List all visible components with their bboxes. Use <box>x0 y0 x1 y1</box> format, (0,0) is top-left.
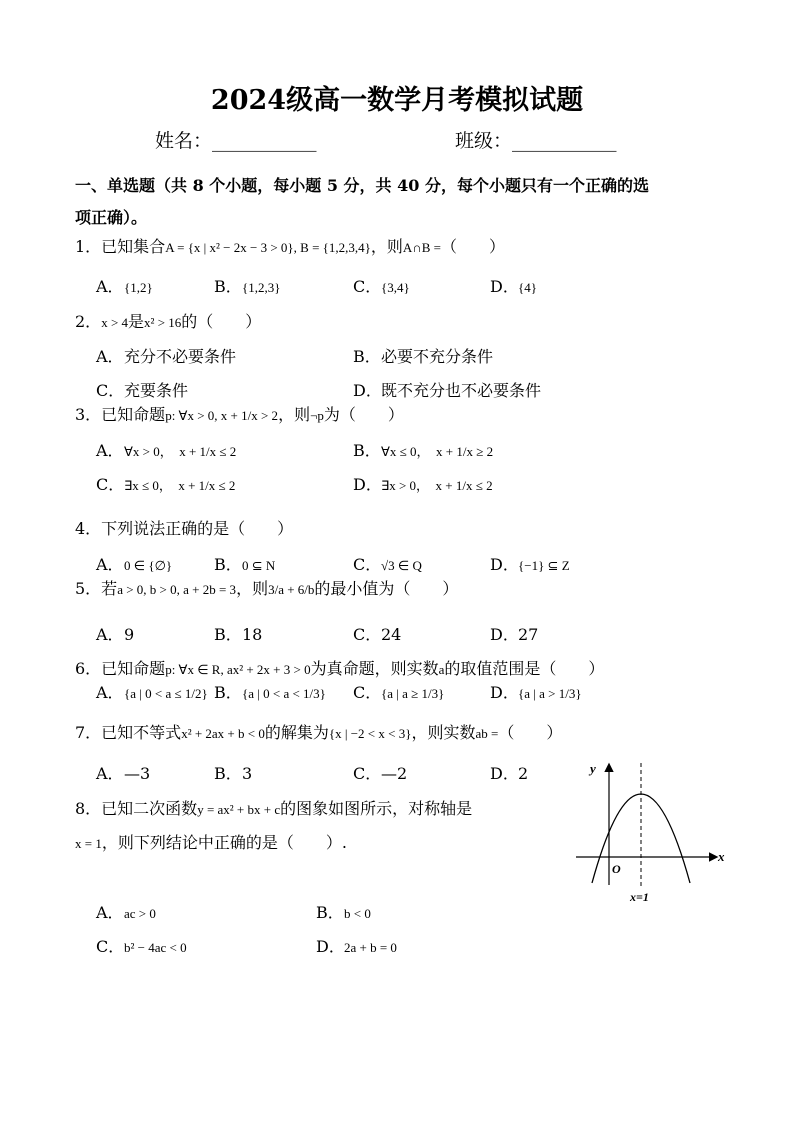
q6-text-b: 为真命题，则实数 <box>310 659 439 678</box>
q7-math-a: x² + 2ax + b < 0 <box>181 726 265 741</box>
q1-option-d: D．{4} <box>490 277 537 296</box>
section-heading-line2: 项正确）。 <box>75 208 148 227</box>
q7-text-b: 的解集为 <box>264 723 329 742</box>
q5-option-b: B．18 <box>214 625 263 644</box>
q6-text-a: 6．已知命题 <box>75 659 166 678</box>
q6-option-c: C．{a | a ≥ 1/3} <box>353 683 445 702</box>
q6-option-b: B．{a | 0 < a < 1/3} <box>214 683 326 702</box>
page-title: 2024级高一数学月考模拟试题 <box>210 85 584 116</box>
q8-option-d: D．2a + b = 0 <box>316 937 397 956</box>
q6-option-a: A．{a | 0 < a ≤ 1/2} <box>96 683 208 702</box>
q5-option-c: C．24 <box>353 625 402 644</box>
q2-text-b: 是 <box>128 312 145 331</box>
question-2-stem <box>75 309 261 332</box>
question-1-stem <box>75 234 505 257</box>
q1-option-b: B．{1,2,3} <box>214 277 281 296</box>
name-field <box>155 126 317 153</box>
q4-option-c: C．√3 ∈ Q <box>353 555 422 574</box>
q2-math-a: x > 4 <box>101 315 129 330</box>
q3-text-b: ，则 <box>278 405 311 424</box>
q2-option-c: C．充要条件 <box>96 381 189 400</box>
q1-text-b: ，则 <box>370 237 403 256</box>
q7-option-a: A．—3 <box>96 764 151 783</box>
q7-math-b: {x | −2 < x < 3} <box>328 726 412 741</box>
q8-text-b: 的图象如图所示，对称轴是 <box>280 799 473 818</box>
question-7-stem <box>75 720 562 743</box>
q2-text-c: 的（ ） <box>181 312 262 331</box>
q8-option-b: B．b < 0 <box>316 903 371 922</box>
q1-math-b: A∩B = <box>402 240 441 255</box>
question-6-stem <box>75 656 604 679</box>
q3-option-a: A．∀x > 0， x + 1/x ≤ 2 <box>96 441 237 460</box>
q1-text-c: （ ） <box>440 237 505 256</box>
q2-option-d: D．既不充分也不必要条件 <box>353 381 542 400</box>
q5-option-a: A．9 <box>96 625 135 644</box>
q1-option-c: C．{3,4} <box>353 277 410 296</box>
class-blank: ___________ <box>512 130 617 152</box>
q5-math-b: 3/a + 6/b <box>268 582 315 597</box>
q5-text-b: ，则 <box>236 579 269 598</box>
x-axis-label: x <box>718 849 725 864</box>
q5-math-a: a > 0, b > 0, a + 2b = 3 <box>117 582 237 597</box>
q5-text-c: 的最小值为（ ） <box>314 579 459 598</box>
q2-text-a: 2． <box>75 312 102 331</box>
q8-math-b: x = 1 <box>75 836 102 851</box>
q4-option-b: B．0 ⊆ N <box>214 555 276 574</box>
parabola-figure <box>568 755 738 905</box>
section-heading-line1: 一、单选题（共 8 个小题，每小题 5 分，共 40 分，每个小题只有一个正确的选 <box>75 176 649 195</box>
q1-math-a: A = {x | x² − 2x − 3 > 0}, B = {1,2,3,4} <box>165 240 371 255</box>
q7-text-d: （ ） <box>498 723 563 742</box>
q2-option-b: B．必要不充分条件 <box>353 347 494 366</box>
q6-option-d: D．{a | a > 1/3} <box>490 683 582 702</box>
q8-text-a: 8．已知二次函数 <box>75 799 198 818</box>
q4-option-d: D．{−1} ⊆ Z <box>490 555 570 574</box>
q8-math-a: y = ax² + bx + c <box>197 802 281 817</box>
q3-option-b: B．∀x ≤ 0， x + 1/x ≥ 2 <box>353 441 494 460</box>
question-3-stem <box>75 402 404 425</box>
q7-option-c: C．—2 <box>353 764 408 783</box>
q1-text-a: 1．已知集合 <box>75 237 166 256</box>
q7-option-b: B．3 <box>214 764 253 783</box>
q7-math-c: ab = <box>475 726 499 741</box>
class-label: 班级： <box>455 130 513 152</box>
question-8-stem-line1 <box>75 796 472 819</box>
q6-text-c: 的取值范围是（ ） <box>444 659 605 678</box>
q1-option-a: A．{1,2} <box>96 277 153 296</box>
q3-text-c: 为（ ） <box>323 405 404 424</box>
q3-option-c: C．∃x ≤ 0， x + 1/x ≤ 2 <box>96 475 236 494</box>
origin-label: O <box>612 862 621 876</box>
name-blank: ___________ <box>212 130 317 152</box>
q4-option-a: A．0 ∈ {∅} <box>96 555 173 574</box>
question-5-stem <box>75 576 458 599</box>
symmetry-label: x=1 <box>630 890 649 904</box>
q3-math-b: ¬p <box>310 408 324 423</box>
q8-text-c: ，则下列结论中正确的是（ ）. <box>101 833 347 852</box>
q7-option-d: D．2 <box>490 764 529 783</box>
q6-math-b: a <box>438 662 445 677</box>
q2-math-b: x² > 16 <box>144 315 182 330</box>
q2-option-a: A．充分不必要条件 <box>96 347 237 366</box>
class-field <box>455 126 617 153</box>
q7-text-a: 7．已知不等式 <box>75 723 182 742</box>
q5-option-d: D．27 <box>490 625 539 644</box>
question-8-stem-line2 <box>75 830 347 853</box>
q5-text-a: 5．若 <box>75 579 118 598</box>
q6-math-a: p: ∀x ∈ R, ax² + 2x + 3 > 0 <box>165 662 311 677</box>
y-axis-label: y <box>590 761 596 776</box>
q7-text-c: ，则实数 <box>411 723 476 742</box>
q3-option-d: D．∃x > 0， x + 1/x ≤ 2 <box>353 475 493 494</box>
q8-option-a: A．ac > 0 <box>96 903 156 922</box>
name-label: 姓名： <box>155 130 213 152</box>
question-4-stem: 4．下列说法正确的是（ ） <box>75 519 294 538</box>
q3-text-a: 3．已知命题 <box>75 405 166 424</box>
q3-math-a: p: ∀x > 0, x + 1/x > 2 <box>165 408 279 423</box>
q8-option-c: C．b² − 4ac < 0 <box>96 937 187 956</box>
